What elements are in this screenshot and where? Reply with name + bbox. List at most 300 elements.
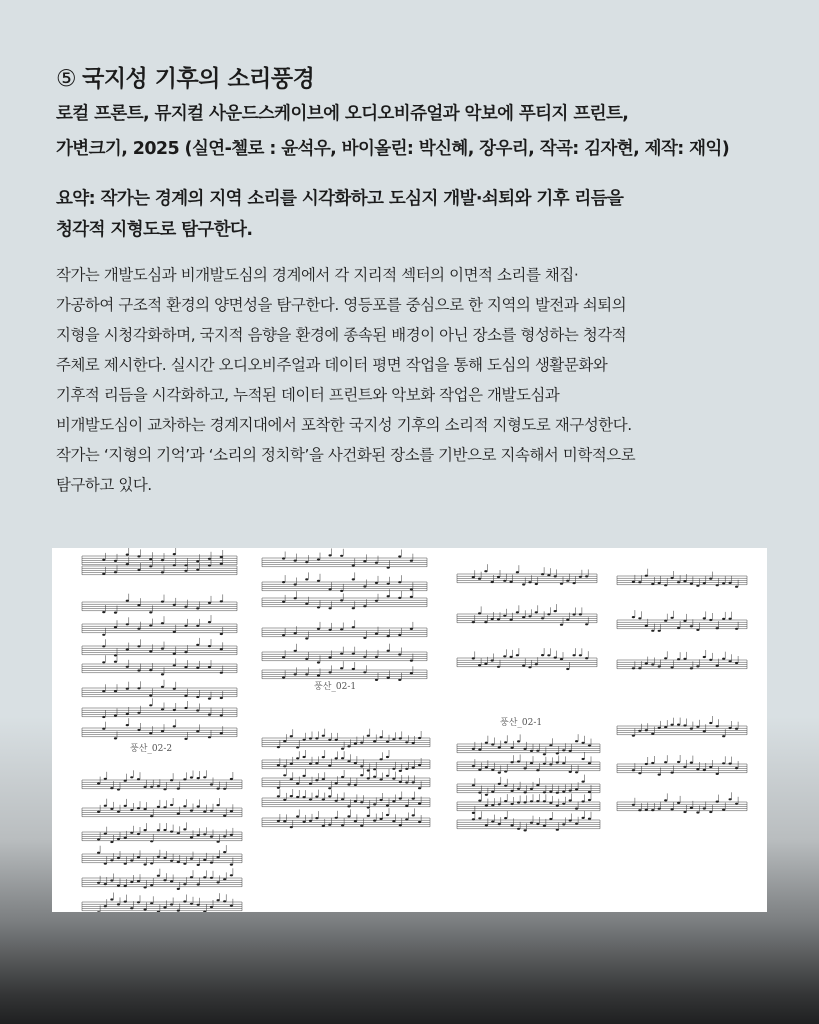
note-head xyxy=(102,661,105,663)
note-head xyxy=(137,687,140,689)
note-head xyxy=(722,582,725,584)
note-head xyxy=(220,648,223,650)
note-head xyxy=(418,821,421,823)
note-head xyxy=(664,657,667,659)
note-head xyxy=(522,616,525,618)
note-head xyxy=(709,659,712,661)
note-head xyxy=(683,811,686,813)
note-head xyxy=(110,879,113,881)
note-head xyxy=(283,765,286,767)
note-head xyxy=(150,786,153,788)
note-head xyxy=(485,794,488,796)
note-head xyxy=(230,810,233,812)
note-head xyxy=(530,788,533,790)
note-head xyxy=(328,824,331,826)
note-head xyxy=(638,730,641,732)
note-head xyxy=(491,769,494,771)
note-head xyxy=(645,625,648,627)
note-head xyxy=(328,787,331,789)
note-head xyxy=(729,763,732,765)
note-head xyxy=(354,762,357,764)
note-head xyxy=(690,625,693,627)
note-head xyxy=(392,778,395,780)
note-head xyxy=(196,607,199,609)
note-head xyxy=(283,774,286,776)
note-head xyxy=(303,775,306,777)
note-head xyxy=(341,748,344,750)
note-head xyxy=(282,557,285,559)
note-head xyxy=(360,801,363,803)
note-head xyxy=(683,620,686,622)
note-head xyxy=(498,772,501,774)
note-head xyxy=(130,809,133,811)
note-head xyxy=(485,824,488,826)
note-head xyxy=(328,795,331,797)
note-head xyxy=(114,560,117,562)
note-head xyxy=(536,750,539,752)
note-head xyxy=(677,581,680,583)
note-head xyxy=(405,805,408,807)
note-head xyxy=(632,804,635,806)
note-head xyxy=(418,764,421,766)
note-head xyxy=(149,704,152,706)
note-head xyxy=(363,605,366,607)
note-head xyxy=(335,782,338,784)
credit-line: 로컬 프론트, 뮤지컬 사운드스케이브에 오디오비쥬얼과 악보에 푸티지 프린트, xyxy=(56,104,629,124)
note-head xyxy=(296,757,299,759)
summary-line: 청각적 지형도로 탐구한다. xyxy=(56,220,253,240)
note-head xyxy=(97,852,100,854)
note-head xyxy=(575,740,578,742)
note-head xyxy=(341,798,344,800)
note-head xyxy=(530,750,533,752)
note-head xyxy=(504,800,507,802)
note-head xyxy=(392,768,395,770)
note-head xyxy=(696,665,699,667)
note-head xyxy=(197,904,200,906)
note-head xyxy=(149,558,152,560)
note-head xyxy=(729,618,732,620)
note-head xyxy=(562,762,565,764)
note-head xyxy=(322,756,325,758)
note-head xyxy=(341,776,344,778)
note-head xyxy=(405,741,408,743)
note-head xyxy=(124,837,127,839)
note-head xyxy=(491,659,494,661)
note-head xyxy=(664,726,667,728)
note-head xyxy=(677,724,680,726)
note-head xyxy=(683,724,686,726)
note-head xyxy=(137,856,140,858)
note-head xyxy=(484,570,487,572)
note-head xyxy=(126,649,129,651)
note-head xyxy=(340,590,343,592)
note-head xyxy=(511,824,514,826)
note-head xyxy=(498,803,501,805)
note-head xyxy=(163,906,166,908)
note-head xyxy=(485,805,488,807)
note-head xyxy=(484,621,487,623)
note-head xyxy=(485,766,488,768)
note-head xyxy=(524,829,527,831)
note-head xyxy=(399,737,402,739)
note-head xyxy=(315,817,318,819)
note-head xyxy=(217,881,220,883)
note-head xyxy=(149,694,152,696)
note-head xyxy=(566,668,569,670)
note-head xyxy=(418,803,421,805)
note-head xyxy=(137,645,140,647)
note-head xyxy=(296,746,299,748)
body-line: 작가는 개발도심과 비개발도심의 경계에서 각 지리적 섹터의 이면적 소리를 채집· xyxy=(56,266,579,284)
note-head xyxy=(729,727,732,729)
note-head xyxy=(230,905,233,907)
note-head xyxy=(196,667,199,669)
note-head xyxy=(354,800,357,802)
note-head xyxy=(360,765,363,767)
note-head xyxy=(217,841,220,843)
note-head xyxy=(223,815,226,817)
note-head xyxy=(144,886,147,888)
note-head xyxy=(290,826,293,828)
note-head xyxy=(197,805,200,807)
note-head xyxy=(582,758,585,760)
note-head xyxy=(528,666,531,668)
note-head xyxy=(161,622,164,624)
note-head xyxy=(543,763,546,765)
note-head xyxy=(367,777,370,779)
note-head xyxy=(173,604,176,606)
note-head xyxy=(208,602,211,604)
note-head xyxy=(126,623,129,625)
note-head xyxy=(157,829,160,831)
note-head xyxy=(210,862,213,864)
note-head xyxy=(130,832,133,834)
note-head xyxy=(114,612,117,614)
note-head xyxy=(183,805,186,807)
note-head xyxy=(410,588,413,590)
note-head xyxy=(104,833,107,835)
note-head xyxy=(283,820,286,822)
note-head xyxy=(683,658,686,660)
note-head xyxy=(375,679,378,681)
note-head xyxy=(208,714,211,716)
note-head xyxy=(340,628,343,630)
note-head xyxy=(530,762,533,764)
note-head xyxy=(197,864,200,866)
body-line: 탐구하고 있다. xyxy=(56,476,152,494)
note-head xyxy=(517,760,520,762)
note-head xyxy=(491,804,494,806)
note-head xyxy=(645,809,648,811)
note-head xyxy=(196,709,199,711)
note-head xyxy=(535,663,538,665)
note-head xyxy=(478,664,481,666)
note-head xyxy=(130,859,133,861)
note-head xyxy=(97,882,100,884)
note-head xyxy=(150,902,153,904)
note-head xyxy=(184,564,187,566)
note-head xyxy=(102,611,105,613)
note-head xyxy=(491,791,494,793)
note-head xyxy=(412,742,415,744)
note-head xyxy=(303,756,306,758)
note-head xyxy=(210,836,213,838)
note-head xyxy=(410,672,413,674)
note-head xyxy=(472,748,475,750)
note-head xyxy=(671,808,674,810)
note-head xyxy=(524,791,527,793)
note-head xyxy=(126,554,129,556)
note-head xyxy=(173,709,176,711)
note-head xyxy=(137,901,140,903)
note-head xyxy=(102,690,105,692)
note-head xyxy=(632,769,635,771)
note-head xyxy=(130,881,133,883)
note-head xyxy=(230,874,233,876)
note-head xyxy=(102,716,105,718)
note-head xyxy=(124,863,127,865)
note-head xyxy=(380,799,383,801)
note-head xyxy=(386,804,389,806)
note-head xyxy=(478,800,481,802)
note-head xyxy=(124,901,127,903)
note-head xyxy=(354,784,357,786)
note-head xyxy=(410,660,413,662)
note-head xyxy=(410,628,413,630)
note-head xyxy=(588,762,591,764)
note-head xyxy=(347,815,350,817)
note-head xyxy=(735,803,738,805)
note-head xyxy=(340,653,343,655)
note-head xyxy=(503,580,506,582)
note-head xyxy=(220,672,223,674)
note-head xyxy=(524,767,527,769)
note-head xyxy=(696,726,699,728)
note-head xyxy=(190,776,193,778)
note-head xyxy=(497,576,500,578)
note-head xyxy=(173,631,176,633)
note-head xyxy=(322,799,325,801)
note-head xyxy=(703,582,706,584)
note-head xyxy=(690,582,693,584)
note-head xyxy=(690,807,693,809)
note-head xyxy=(149,625,152,627)
note-head xyxy=(360,825,363,827)
note-head xyxy=(309,820,312,822)
note-head xyxy=(472,765,475,767)
note-head xyxy=(638,667,641,669)
note-head xyxy=(549,802,552,804)
note-head xyxy=(735,662,738,664)
note-head xyxy=(658,630,661,632)
note-head xyxy=(554,657,557,659)
note-head xyxy=(294,632,297,634)
note-head xyxy=(126,600,129,602)
note-head xyxy=(387,595,390,597)
title-text: 국지성 기후의 소리풍경 xyxy=(82,66,315,92)
note-head xyxy=(220,563,223,565)
note-head xyxy=(196,625,199,627)
note-head xyxy=(97,783,100,785)
note-head xyxy=(560,658,563,660)
note-head xyxy=(524,801,527,803)
note-head xyxy=(352,668,355,670)
note-head xyxy=(340,555,343,557)
note-head xyxy=(722,809,725,811)
note-head xyxy=(491,581,494,583)
note-head xyxy=(196,730,199,732)
note-head xyxy=(645,575,648,577)
note-head xyxy=(220,732,223,734)
note-head xyxy=(703,730,706,732)
note-head xyxy=(208,621,211,623)
note-head xyxy=(398,555,401,557)
note-head xyxy=(632,616,635,618)
note-head xyxy=(315,796,318,798)
note-head xyxy=(405,781,408,783)
note-head xyxy=(340,599,343,601)
note-head xyxy=(530,800,533,802)
note-head xyxy=(329,554,332,556)
note-head xyxy=(645,729,648,731)
note-head xyxy=(472,818,475,820)
note-head xyxy=(352,564,355,566)
note-head xyxy=(375,656,378,658)
note-head xyxy=(183,900,186,902)
note-head xyxy=(220,714,223,716)
body-line: 가공하여 구조적 환경의 양면성을 탐구한다. 영등포를 중심으로 한 지역의 발전과 쇠퇴의 xyxy=(56,296,627,314)
note-head xyxy=(556,792,559,794)
note-head xyxy=(386,756,389,758)
note-head xyxy=(170,779,173,781)
note-head xyxy=(117,857,120,859)
note-head xyxy=(114,737,117,739)
note-head xyxy=(126,713,129,715)
note-head xyxy=(208,558,211,560)
note-head xyxy=(137,669,140,671)
note-head xyxy=(547,574,550,576)
note-head xyxy=(709,578,712,580)
note-head xyxy=(184,651,187,653)
note-head xyxy=(347,805,350,807)
note-head xyxy=(277,820,280,822)
note-head xyxy=(217,804,220,806)
note-head xyxy=(157,785,160,787)
note-head xyxy=(582,781,585,783)
note-head xyxy=(405,768,408,770)
note-head xyxy=(632,581,635,583)
note-head xyxy=(543,825,546,827)
note-head xyxy=(645,763,648,765)
note-head xyxy=(472,784,475,786)
note-head xyxy=(677,802,680,804)
note-head xyxy=(671,772,674,774)
note-head xyxy=(562,790,565,792)
note-head xyxy=(511,790,514,792)
note-head xyxy=(294,560,297,562)
note-head xyxy=(190,876,193,878)
note-head xyxy=(196,696,199,698)
page-title xyxy=(56,62,768,96)
note-head xyxy=(217,899,220,901)
note-head xyxy=(170,903,173,905)
note-head xyxy=(716,773,719,775)
note-head xyxy=(729,582,732,584)
note-head xyxy=(543,800,546,802)
note-head xyxy=(549,790,552,792)
note-head xyxy=(208,736,211,738)
note-head xyxy=(163,788,166,790)
note-head xyxy=(305,578,308,580)
note-head xyxy=(588,799,591,801)
note-head xyxy=(220,600,223,602)
note-head xyxy=(317,559,320,561)
note-head xyxy=(102,728,105,730)
note-head xyxy=(223,900,226,902)
note-head xyxy=(177,910,180,912)
note-head xyxy=(305,658,308,660)
note-head xyxy=(137,712,140,714)
note-head xyxy=(303,796,306,798)
note-head xyxy=(536,823,539,825)
note-head xyxy=(177,788,180,790)
note-head xyxy=(173,564,176,566)
note-head xyxy=(360,742,363,744)
note-head xyxy=(110,787,113,789)
note-head xyxy=(664,584,667,586)
note-head xyxy=(354,820,357,822)
note-head xyxy=(658,774,661,776)
note-head xyxy=(709,811,712,813)
note-head xyxy=(735,767,738,769)
note-head xyxy=(223,835,226,837)
note-head xyxy=(104,805,107,807)
note-head xyxy=(392,738,395,740)
note-head xyxy=(569,750,572,752)
note-head xyxy=(528,615,531,617)
note-head xyxy=(484,663,487,665)
note-head xyxy=(294,650,297,652)
note-head xyxy=(282,634,285,636)
note-head xyxy=(296,815,299,817)
note-head xyxy=(290,735,293,737)
note-head xyxy=(114,654,117,656)
note-head xyxy=(683,580,686,582)
note-head xyxy=(173,688,176,690)
note-head xyxy=(549,763,552,765)
note-head xyxy=(579,613,582,615)
note-head xyxy=(230,778,233,780)
note-head xyxy=(149,650,152,652)
note-head xyxy=(497,666,500,668)
note-head xyxy=(645,663,648,665)
note-head xyxy=(491,821,494,823)
note-head xyxy=(485,742,488,744)
note-head xyxy=(317,674,320,676)
note-head xyxy=(367,815,370,817)
score-caption: 풍산_02-2 xyxy=(130,744,173,754)
note-head xyxy=(184,570,187,572)
note-head xyxy=(117,788,120,790)
note-head xyxy=(197,883,200,885)
note-head xyxy=(554,610,557,612)
note-head xyxy=(554,575,557,577)
note-head xyxy=(510,619,513,621)
note-head xyxy=(329,629,332,631)
note-head xyxy=(671,577,674,579)
note-head xyxy=(97,911,100,912)
